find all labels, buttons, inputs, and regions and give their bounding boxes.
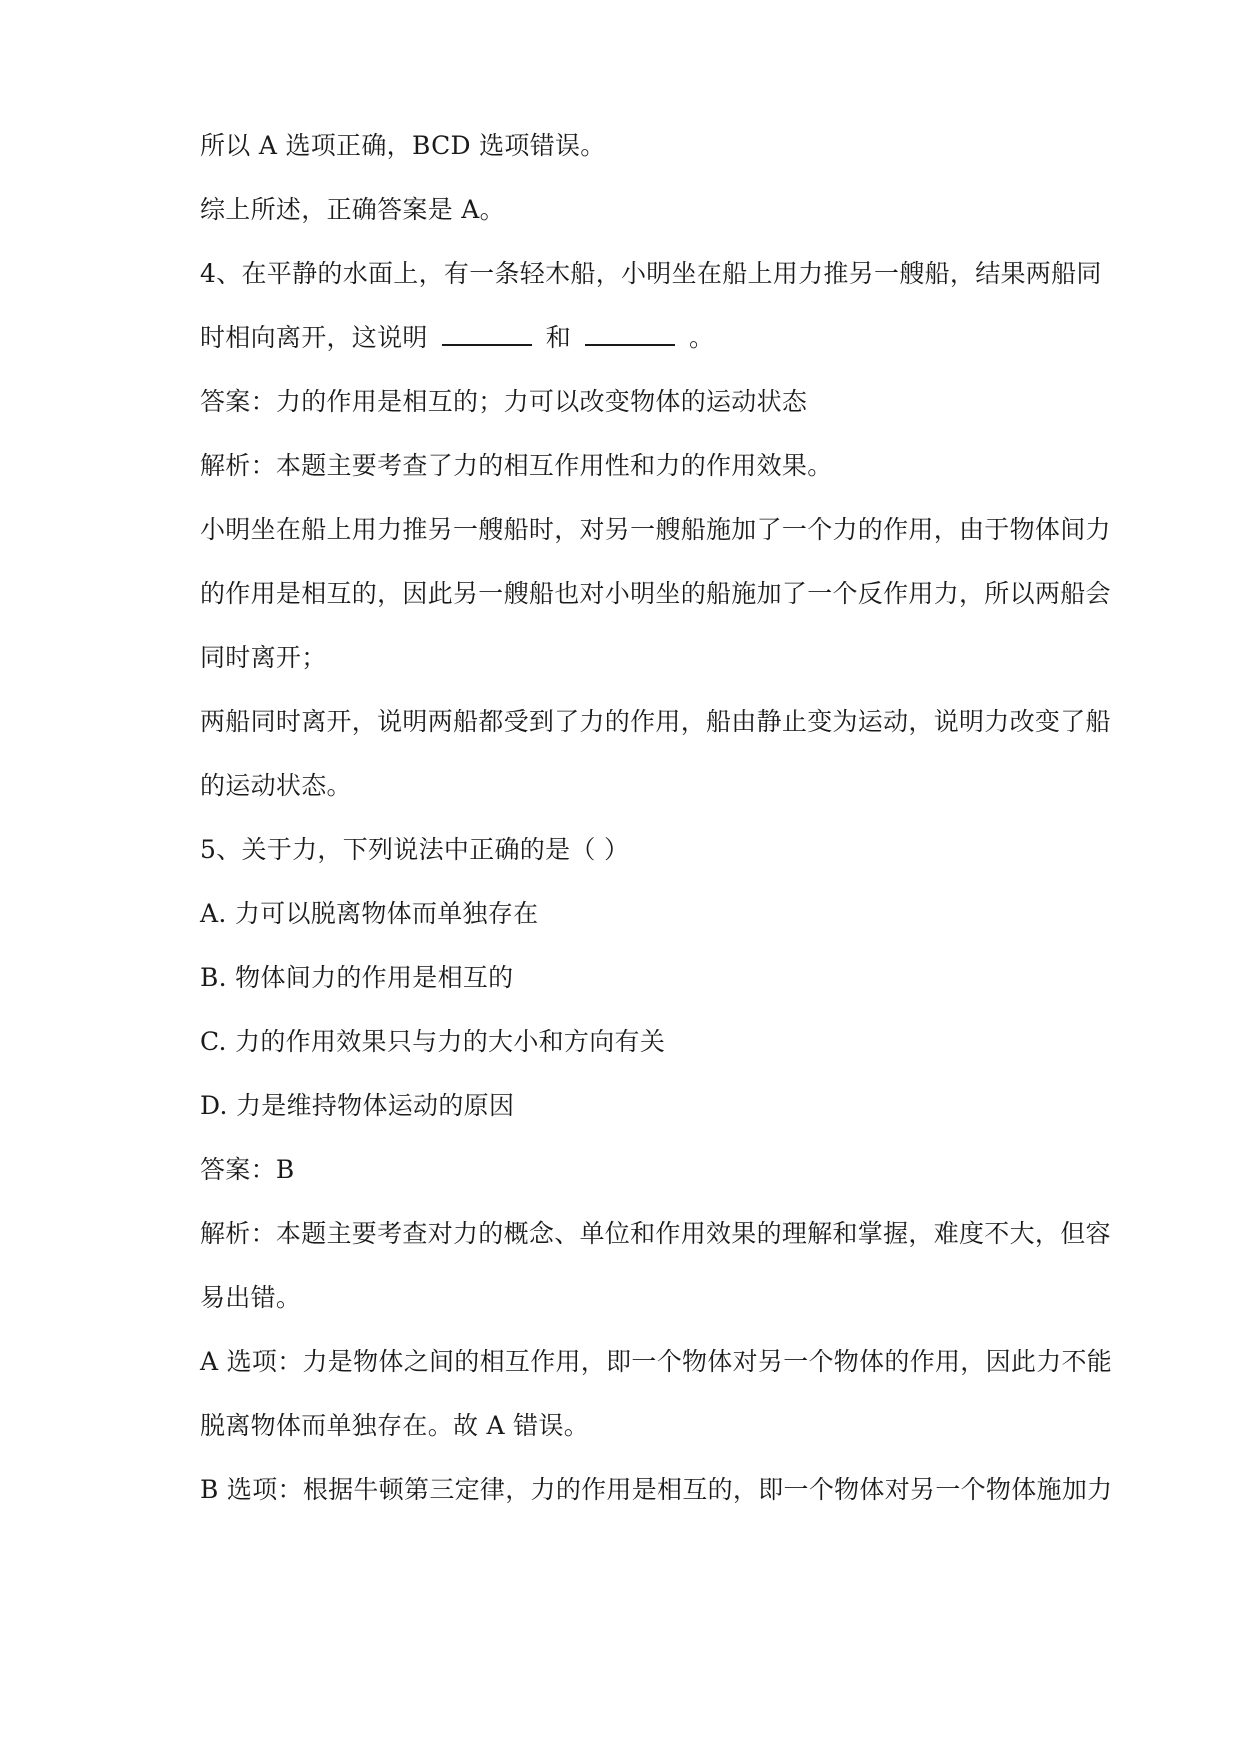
text-line: 所以 A 选项正确，BCD 选项错误。: [200, 131, 606, 160]
text-line: 综上所述，正确答案是 A。: [200, 195, 505, 224]
answer-line: 答案：B: [200, 1155, 295, 1184]
answer-line: 答案：力的作用是相互的；力可以改变物体的运动状态: [200, 387, 808, 416]
text-line: 的作用是相互的，因此另一艘船也对小明坐的船施加了一个反作用力，所以两船会: [200, 579, 1111, 608]
option-b: B. 物体间力的作用是相互的: [200, 963, 514, 992]
text-line: B 选项：根据牛顿第三定律，力的作用是相互的，即一个物体对另一个物体施加力: [200, 1475, 1113, 1504]
option-d: D. 力是维持物体运动的原因: [200, 1091, 515, 1120]
option-a: A. 力可以脱离物体而单独存在: [200, 899, 539, 928]
text-line: 脱离物体而单独存在。故 A 错误。: [200, 1411, 590, 1440]
conjunction-text: 和: [545, 323, 572, 352]
text-line: 易出错。: [200, 1283, 302, 1312]
question-4-text: 时相向离开，这说明: [200, 323, 428, 352]
text-line: 的运动状态。: [200, 771, 352, 800]
text-line: 两船同时离开，说明两船都受到了力的作用，船由静止变为运动，说明力改变了船: [200, 707, 1111, 736]
question-5-line: 5、关于力，下列说法中正确的是（ ）: [200, 835, 630, 864]
analysis-line: 解析：本题主要考查对力的概念、单位和作用效果的理解和掌握，难度不大，但容: [200, 1219, 1111, 1248]
analysis-line: 解析：本题主要考查了力的相互作用性和力的作用效果。: [200, 451, 833, 480]
option-c: C. 力的作用效果只与力的大小和方向有关: [200, 1027, 666, 1056]
text-line: A 选项：力是物体之间的相互作用，即一个物体对另一个物体的作用，因此力不能: [200, 1347, 1113, 1376]
answer-blank-1: [442, 324, 532, 346]
period-text: 。: [689, 323, 715, 352]
text-line: 同时离开；: [200, 643, 327, 672]
text-line: 小明坐在船上用力推另一艘船时，对另一艘船施加了一个力的作用，由于物体间力: [200, 515, 1111, 544]
question-4-line-2: [200, 322, 714, 354]
question-4-line-1: 4、在平静的水面上，有一条轻木船，小明坐在船上用力推另一艘船，结果两船同: [200, 259, 1102, 288]
answer-blank-2: [585, 324, 675, 346]
